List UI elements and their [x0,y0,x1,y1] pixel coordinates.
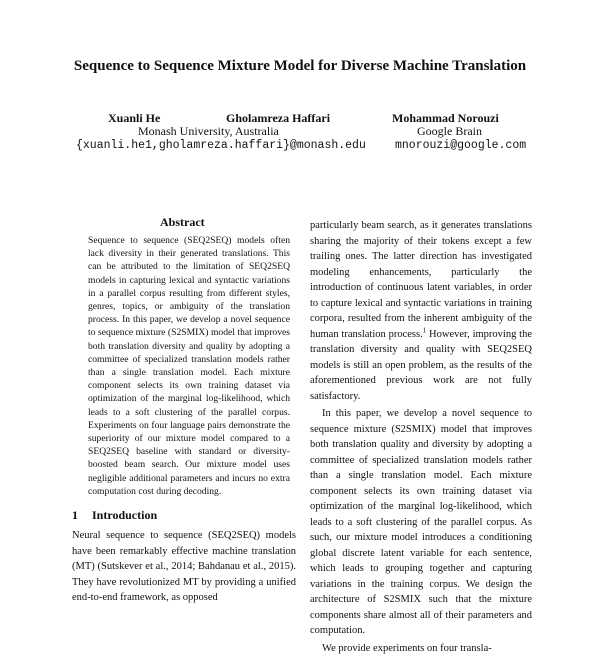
email-google: mnorouzi@google.com [395,139,526,152]
right-paragraph-2: In this paper, we develop a novel sequence to sequence mixture (S2SMIX) model that improves both translation quality and diversity by adopting a committee of specialized translation models rather than a single translation model. Each mixture component selects its own training dataset via optimization of the marginal log-likelihood, which leads to a soft clustering of the parallel corpus. As such, our mixture model introduces a conditioning global discrete latent variable for each sentence, which leads to grouping together and capturing variations in the training corpus. We design the architecture of S2SMIX such that the mixture components share almost all of their parameters and computation. [310,406,532,639]
paper-title: Sequence to Sequence Mixture Model for Diverse Machine Translation [0,58,600,75]
author-gholamreza-haffari: Gholamreza Haffari [226,111,330,126]
email-monash: {xuanli.he1,gholamreza.haffari}@monash.edu [76,139,366,152]
author-mohammad-norouzi: Mohammad Norouzi [392,111,499,126]
right-paragraph-1 [310,218,532,404]
section-title: Introduction [92,508,157,522]
section-number: 1 [72,508,78,522]
footnote-marker: 1 [423,326,427,334]
section-heading-introduction [72,508,157,523]
abstract-heading: Abstract [160,215,205,230]
affiliation-google: Google Brain [417,124,482,139]
right-column [310,218,532,656]
right-paragraph-3: We provide experiments on four transla- [310,641,532,656]
affiliation-monash: Monash University, Australia [138,124,279,139]
right-paragraph-1-end: However, improving the translation diversity and quality with SEQ2SEQ models is still an open problem, as the results of the aforementioned previous work are not fully satisfactory. [310,329,532,402]
introduction-text: Neural sequence to sequence (SEQ2SEQ) models have been remarkably effective machine translation (MT) (Sutskever et al., 2014; Bahdanau et al., 2015). They have revolutionized MT by providing a unified end-to-end framework, as opposed [72,528,296,606]
abstract-text: Sequence to sequence (SEQ2SEQ) models often lack diversity in their generated translations. This can be attributed to the limitation of SEQ2SEQ models in capturing lexical and syntactic variations in a parallel corpus resulting from different styles, genres, topics, or ambiguity of the translation process. In this paper, we develop a novel sequence to sequence mixture (S2SMIX) model that improves both translation diversity and quality by adopting a committee of specialized translation models rather than a single translation model. Each mixture component selects its own training dataset via optimization of the marginal log-likelihood, which leads to a soft clustering of the parallel corpus. Experiments on four language pairs demonstrate the superiority of our mixture model compared to a SEQ2SEQ baseline with standard or diversity-boosted beam search. Our mixture model uses negligible additional parameters and incurs no extra computation cost during decoding. [88,234,290,498]
right-paragraph-1-text: particularly beam search, as it generates translations sharing the majority of their tokens except a few trailing ones. The latter direction has investigated modeling enhancements, particularly the introduction of continuous latent variables, in order to capture lexical and syntactic variations in training corpora, resulted from the inherent ambiguity of the human translation process. [310,220,532,340]
author-xuanli-he: Xuanli He [108,111,160,126]
